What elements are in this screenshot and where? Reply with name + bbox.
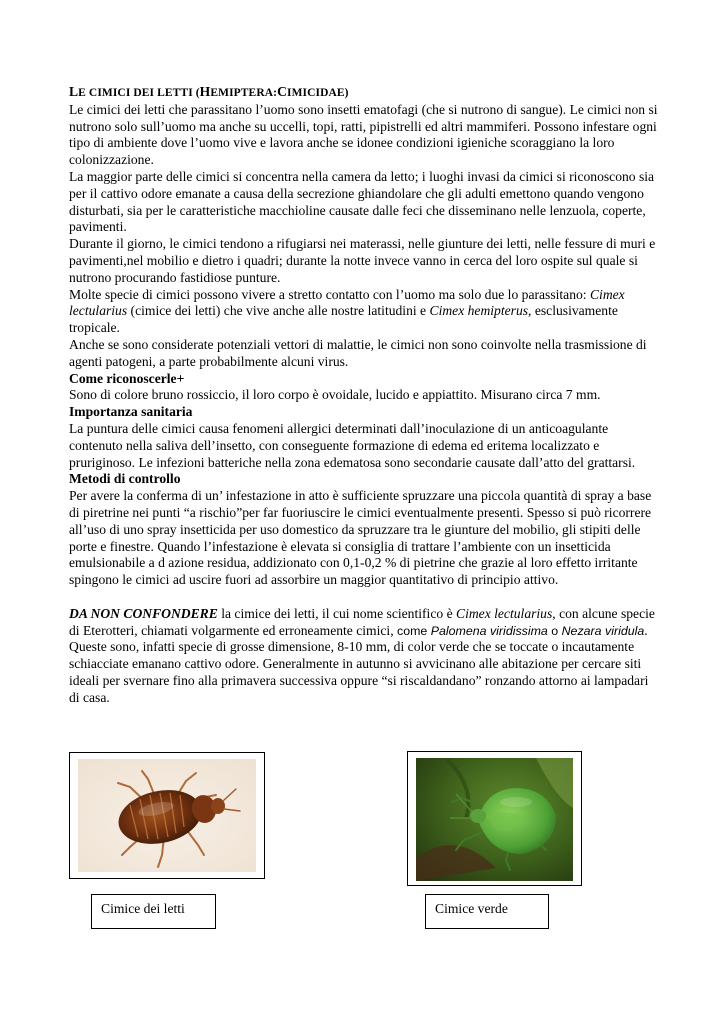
caption-bed-bug: Cimice dei letti	[91, 894, 216, 929]
green-stink-bug-photo	[407, 751, 582, 886]
document-title	[69, 84, 659, 102]
dnc-species: Cimex lectularius	[456, 605, 553, 621]
bed-bug-photo	[69, 752, 265, 879]
title-part-3: IMICIDAE)	[287, 87, 349, 99]
intro-paragraph: Le cimici dei letti che parassitano l’uomo sono insetti ematofagi (che si nutrono di sangue). Le cimici non si nutrono solo sull’uomo ma anche su uccelli, topi, ratti, pipistrelli ed altri mammiferi. Possono infestare ogni tipo di ambiente dove l’uomo vive e lavora anche se idonee condizioni igieniche scoraggiano la loro colonizzazione.	[69, 101, 658, 168]
dnc-species-b: Nezara viridula	[561, 623, 645, 638]
species-text-mid: (cimice dei letti) che vive anche alle nostre latitudini e	[127, 303, 430, 319]
species-name-2: Cimex hemipterus	[429, 303, 529, 319]
species-text-post: , esclusivamente tropicale.	[69, 303, 618, 336]
title-part-1: E CIMICI DEI LETTI (	[78, 87, 200, 99]
heading-control: Metodi di controllo	[69, 471, 181, 487]
health-paragraph: La puntura delle cimici causa fenomeni allergici determinati dall’inoculazione di un anticoagulante contenuto nella saliva dell’insetto, con conseguente formazione di edema ed eritema localizzato e pruriginoso. Le infezioni batteriche nella zona edematosa sono secondarie causate dall’atto del grattarsi.	[69, 420, 636, 470]
hiding-paragraph: Durante il giorno, le cimici tendono a rifugiarsi nei materassi, nelle giunture dei letti, nelle fessure di muri e pavimenti,nel mobilio e dietro i quadri; durante la notte invece vanno in cerca del loro ospite sul quale si nutrono procurando fastidiose punture.	[69, 236, 656, 285]
species-name-1: Cimex lectularius	[69, 286, 625, 319]
control-paragraph: Per avere la conferma di un’ infestazione in atto è sufficiente spruzzare una piccola quantità di spray a base di piretrine nei punti “a rischio”per far fuoriuscire le cimici eventualmente presenti. Spesso si può ricorrere all’uso di uno spray insetticida per uso domestico da spruzzare tra le giunture del mobilio, gli stipiti delle porte e finestre. Quando l’infestazione è elevata si consiglia di trattare l’ambiente con un insetticida emulsionabile a d azione residua, addizionato con 0,1-0,2 % di pietrine che grazie al loro effetto irritante spingono le cimici ad uscire fuori ad assorbire un maggior quantitativo di principio attivo.	[69, 488, 652, 588]
dnc-text-1: la cimice dei letti, il cui nome scientifico è	[217, 605, 456, 621]
dnc-species-a: Palomena viridissima	[430, 623, 548, 638]
heading-recognize: Come riconoscerle+	[69, 370, 185, 386]
dnc-o: o	[547, 623, 562, 638]
caption-green-bug: Cimice verde	[425, 894, 549, 929]
title-cap-3: C	[277, 84, 287, 99]
green-stink-bug-illustration	[416, 758, 573, 881]
title-cap-1: L	[69, 84, 79, 99]
species-paragraph	[69, 287, 659, 337]
bedroom-paragraph: La maggior parte delle cimici si concentra nella camera da letto; i luoghi invasi da cimici si riconoscono sia per il cattivo odore emanate a causa della secrezione ghiandolare che gli adulti emettono quando vengono disturbati, sia per le caratteristiche macchioline causate dalle feci che disseminano nelle lenzuola, coperte, pavimenti.	[69, 168, 655, 235]
do-not-confuse-paragraph	[69, 606, 659, 707]
do-not-confuse-label: DA NON CONFONDERE	[69, 605, 218, 621]
document-body	[69, 84, 659, 706]
vectors-paragraph: Anche se sono considerate potenziali vettori di malattie, le cimici non sono coinvolte nella trasmissione di agenti patogeni, a parte probabilmente alcuni virus.	[69, 336, 647, 369]
title-part-2: EMIPTERA:	[210, 87, 278, 99]
title-cap-2: H	[199, 84, 211, 99]
dnc-text-2: , con alcune specie di Eterotteri, chiamati volgarmente ed erroneamente cimici,	[69, 605, 655, 638]
dnc-come: come	[397, 623, 431, 638]
dnc-text-3: . Queste sono, infatti specie di grosse dimensione, 8-10 mm, di color verde che se toccate o incautamente schiacciate emanano cattivo odore. Generalmente in autunno si avvicinano alle abitazione per cercare siti ideali per svernare fino alla primavera successiva oppure “si riscaldandano” ronzando attorno ai lampadari di casa.	[69, 622, 649, 705]
recognize-paragraph: Sono di colore bruno rossiccio, il loro corpo è ovoidale, lucido e appiattito. Misurano circa 7 mm.	[69, 387, 601, 403]
bed-bug-illustration	[78, 759, 256, 872]
species-text-pre: Molte specie di cimici possono vivere a stretto contatto con l’uomo ma solo due lo parassitano:	[69, 286, 590, 302]
heading-health: Importanza sanitaria	[69, 404, 193, 420]
blank-line	[69, 589, 659, 606]
